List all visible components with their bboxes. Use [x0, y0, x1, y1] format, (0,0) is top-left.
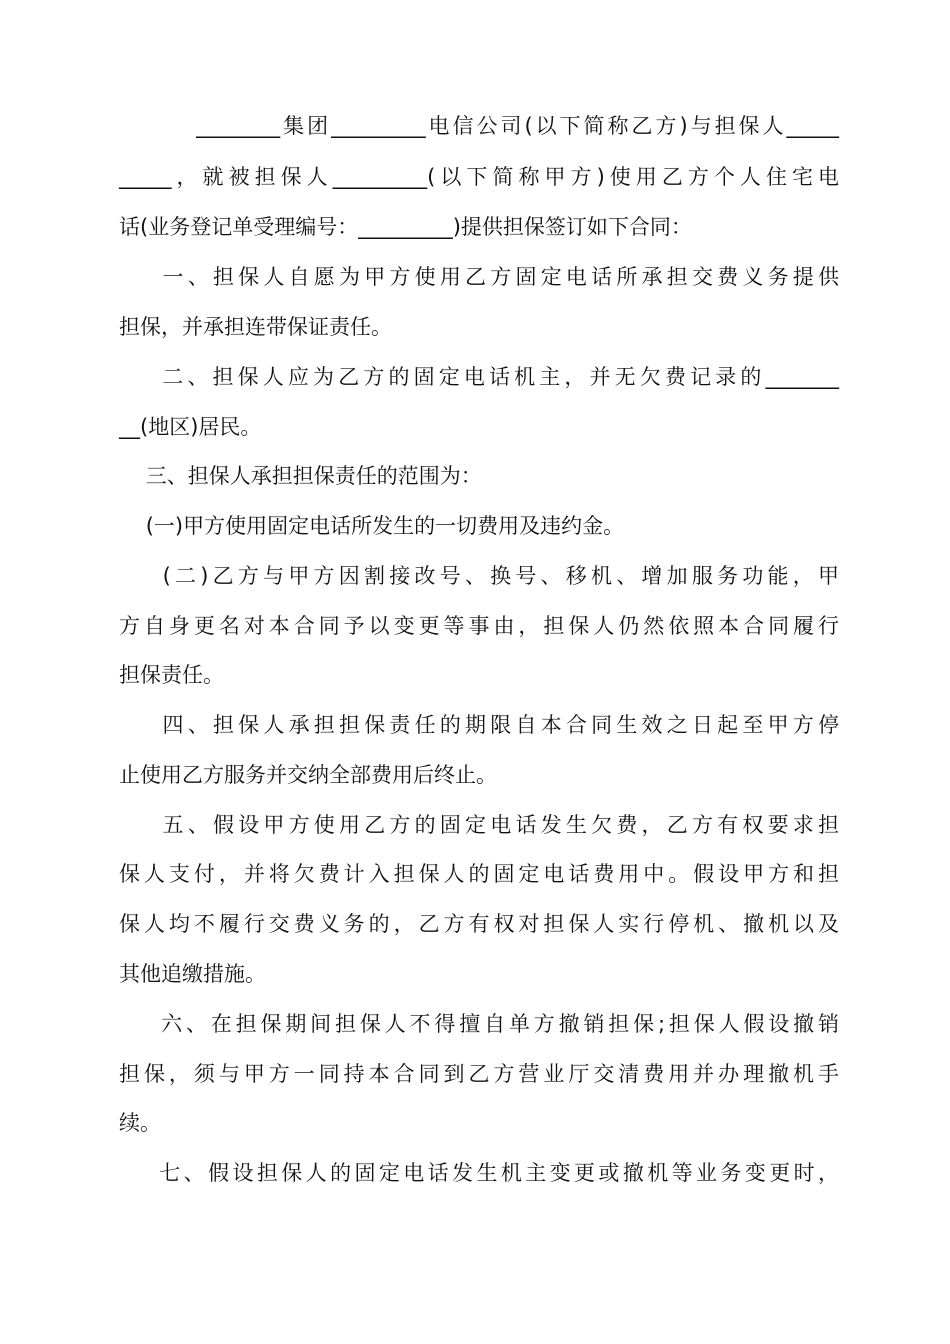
text-line-9: (一)甲方使用固定电话所发生的一切费用及违约金。 [119, 514, 625, 538]
text-line-20: 担保，须与甲方一同持本合同到乙方营业厅交清费用并办理撤机手 [119, 1062, 839, 1086]
text-line-15: 五、假设甲方使用乙方的固定电话发生欠费，乙方有权要求担 [119, 813, 839, 837]
text-line-3: 话(业务登记单受理编号：_________)提供担保签订如下合同： [119, 215, 692, 239]
text-line-16: 保人支付，并将欠费计入担保人的固定电话费用中。假设甲方和担 [119, 862, 839, 886]
text-line-22: 七、假设担保人的固定电话发生机主变更或撤机等业务变更时， [119, 1161, 839, 1185]
text-line-8: 三、担保人承担担保责任的范围为： [119, 464, 482, 488]
text-line-7: __(地区)居民。 [119, 415, 262, 439]
text-line-6: 二、担保人应为乙方的固定电话机主，并无欠费记录的_______ [119, 365, 839, 389]
text-line-1: ________集团_________电信公司(以下简称乙方)与担保人_____ [119, 114, 839, 138]
text-line-14: 止使用乙方服务并交纳全部费用后终止。 [119, 763, 497, 787]
text-line-12: 担保责任。 [119, 663, 224, 687]
text-line-21: 续。 [119, 1111, 161, 1135]
text-line-17: 保人均不履行交费义务的，乙方有权对担保人实行停机、撤机以及 [119, 912, 839, 936]
text-line-13: 四、担保人承担担保责任的期限自本合同生效之日起至甲方停 [119, 713, 839, 737]
text-line-5: 担保，并承担连带保证责任。 [119, 315, 392, 339]
text-line-18: 其他追缴措施。 [119, 962, 266, 986]
text-line-10: (二)乙方与甲方因割接改号、换号、移机、增加服务功能，甲 [119, 564, 839, 588]
text-line-19: 六、在担保期间担保人不得擅自单方撤销担保;担保人假设撤销 [119, 1012, 839, 1036]
text-line-11: 方自身更名对本合同予以变更等事由，担保人仍然依照本合同履行 [119, 614, 839, 638]
text-line-4: 一、担保人自愿为甲方使用乙方固定电话所承担交费义务提供 [119, 265, 839, 289]
text-line-2: _____，就被担保人_________(以下简称甲方)使用乙方个人住宅电 [119, 165, 839, 189]
